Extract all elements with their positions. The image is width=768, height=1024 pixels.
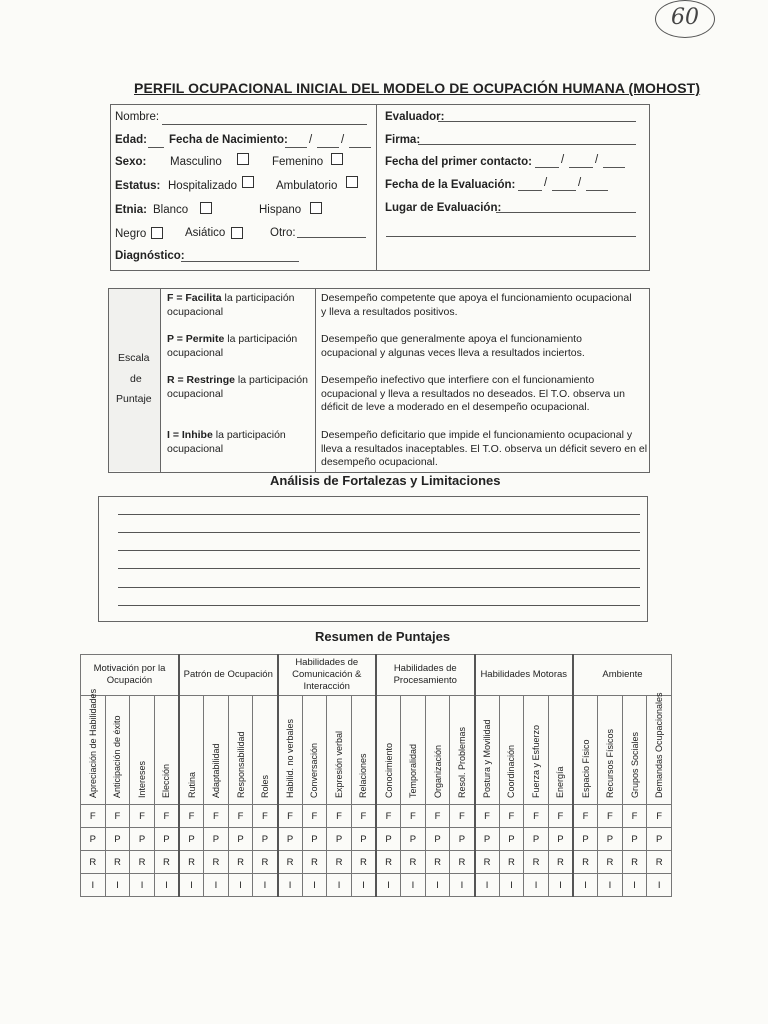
otro-field[interactable]: [297, 237, 366, 238]
score-option-r[interactable]: R: [425, 851, 450, 874]
slash: /: [341, 134, 345, 146]
summary-item-label: Grupos Sociales: [629, 731, 640, 798]
summary-item-header: [376, 696, 401, 805]
summary-group-header: Habilidades de Procesamiento: [376, 655, 475, 696]
blanco-label: Blanco: [153, 204, 189, 216]
summary-group-header: Habilidades de Comunicación & Interacción: [278, 655, 377, 696]
score-option-r[interactable]: R: [598, 851, 623, 874]
score-option-f[interactable]: F: [228, 805, 253, 828]
etnia-label: Etnia:: [115, 204, 147, 216]
asiatico-checkbox[interactable]: [231, 227, 243, 239]
evaluador-field[interactable]: [438, 121, 636, 122]
score-option-f[interactable]: F: [524, 805, 549, 828]
summary-item-header: [450, 696, 475, 805]
summary-item-header: [499, 696, 524, 805]
score-option-p[interactable]: P: [598, 828, 623, 851]
sexo-label: Sexo:: [115, 156, 147, 168]
escala-label: Escala: [118, 352, 150, 364]
summary-item-label: Elección: [161, 763, 172, 798]
score-option-f[interactable]: F: [401, 805, 426, 828]
hospitalizado-label: Hospitalizado: [168, 180, 238, 192]
score-option-i[interactable]: I: [376, 874, 401, 897]
score-option-i[interactable]: I: [228, 874, 253, 897]
score-option-f[interactable]: F: [622, 805, 647, 828]
fecha-primer-contacto-anio[interactable]: [603, 167, 625, 168]
analysis-line[interactable]: [118, 514, 640, 515]
score-option-p[interactable]: P: [179, 828, 204, 851]
score-option-p[interactable]: P: [573, 828, 598, 851]
slash: /: [309, 134, 313, 146]
negro-label: Negro: [115, 228, 147, 240]
score-option-r[interactable]: R: [351, 851, 376, 874]
score-option-i[interactable]: I: [425, 874, 450, 897]
analysis-line[interactable]: [118, 532, 640, 533]
summary-item-header: [253, 696, 278, 805]
score-option-f[interactable]: F: [499, 805, 524, 828]
summary-item-label: Responsabilidad: [235, 731, 246, 798]
score-option-f[interactable]: F: [598, 805, 623, 828]
summary-item-label: Anticipación de éxito: [112, 715, 123, 798]
puntaje-label: Puntaje: [116, 393, 152, 405]
summary-item-label: Conversación: [309, 742, 320, 798]
summary-item-header: [425, 696, 450, 805]
score-option-p[interactable]: P: [278, 828, 303, 851]
score-option-i[interactable]: I: [105, 874, 130, 897]
score-option-i[interactable]: I: [524, 874, 549, 897]
score-option-p[interactable]: P: [647, 828, 672, 851]
summary-item-label: Demandas Ocupacionales: [654, 692, 665, 798]
summary-item-header: [204, 696, 229, 805]
score-option-i[interactable]: I: [302, 874, 327, 897]
summary-item-header: [573, 696, 598, 805]
score-option-r[interactable]: R: [450, 851, 475, 874]
score-option-f[interactable]: F: [130, 805, 155, 828]
scale-desc-1: Desempeño que generalmente apoya el funcionamiento ocupacional y algunas veces lleva a resultados inciertos.: [321, 333, 585, 359]
masculino-label: Masculino: [170, 156, 222, 168]
summary-item-header: [622, 696, 647, 805]
summary-item-label: Temporalidad: [407, 743, 418, 798]
summary-item-label: Conocimiento: [383, 742, 394, 798]
summary-group-header: Ambiente: [573, 655, 672, 696]
score-option-f[interactable]: F: [425, 805, 450, 828]
score-option-r[interactable]: R: [81, 851, 106, 874]
score-option-p[interactable]: P: [524, 828, 549, 851]
score-option-i[interactable]: I: [351, 874, 376, 897]
summary-item-header: [401, 696, 426, 805]
score-option-i[interactable]: I: [499, 874, 524, 897]
summary-item-header: [81, 688, 106, 805]
summary-item-label: Relaciones: [358, 753, 369, 798]
score-option-r[interactable]: R: [327, 851, 352, 874]
analysis-title: Análisis de Fortalezas y Limitaciones: [270, 473, 501, 488]
summary-item-label: Postura y Movilidad: [482, 719, 493, 798]
scale-code-3: I = Inhibe la participación ocupacional: [167, 429, 286, 455]
score-option-f[interactable]: F: [204, 805, 229, 828]
score-option-f[interactable]: F: [450, 805, 475, 828]
score-option-f[interactable]: F: [154, 805, 179, 828]
summary-item-header: [302, 696, 327, 805]
score-option-r[interactable]: R: [524, 851, 549, 874]
summary-item-label: Intereses: [137, 760, 148, 798]
score-option-p[interactable]: P: [450, 828, 475, 851]
score-option-i[interactable]: I: [475, 874, 500, 897]
score-option-f[interactable]: F: [105, 805, 130, 828]
edad-field[interactable]: [148, 147, 164, 148]
analysis-line[interactable]: [118, 568, 640, 569]
score-option-f[interactable]: F: [327, 805, 352, 828]
fecha-evaluacion-dia[interactable]: [518, 190, 542, 191]
summary-item-label: Recursos Físicos: [604, 728, 615, 798]
scale-code-1: P = Permite la participación ocupacional: [167, 333, 298, 359]
score-option-p[interactable]: P: [475, 828, 500, 851]
hispano-checkbox[interactable]: [310, 202, 322, 214]
summary-item-header: [278, 696, 303, 805]
score-option-i[interactable]: I: [573, 874, 598, 897]
femenino-checkbox[interactable]: [331, 153, 343, 165]
summary-item-header: [548, 696, 573, 805]
scale-code-2: R = Restringe la participación ocupacional: [167, 374, 308, 400]
ambulatorio-checkbox[interactable]: [346, 176, 358, 188]
firma-label: Firma:: [385, 134, 421, 146]
fecha-primer-contacto-mes[interactable]: [569, 167, 593, 168]
fecha-nacimiento-dia[interactable]: [285, 147, 307, 148]
score-option-f[interactable]: F: [253, 805, 278, 828]
fecha-nacimiento-anio[interactable]: [349, 147, 371, 148]
score-option-f[interactable]: F: [302, 805, 327, 828]
summary-item-label: Coordinación: [506, 744, 517, 798]
fecha-evaluacion-label: Fecha de la Evaluación:: [385, 179, 516, 191]
firma-field[interactable]: [418, 144, 636, 145]
score-option-p[interactable]: P: [351, 828, 376, 851]
score-option-p[interactable]: P: [548, 828, 573, 851]
score-option-r[interactable]: R: [622, 851, 647, 874]
score-option-r[interactable]: R: [179, 851, 204, 874]
summary-item-header: [524, 696, 549, 805]
score-option-f[interactable]: F: [573, 805, 598, 828]
hispano-label: Hispano: [259, 204, 302, 216]
summary-item-header: [105, 696, 130, 805]
summary-group-header: Motivación por la Ocupación: [81, 655, 180, 696]
summary-item-label: Expresión verbal: [334, 730, 345, 798]
fecha-nacimiento-label: Fecha de Nacimiento:: [169, 134, 288, 146]
hospitalizado-checkbox[interactable]: [242, 176, 254, 188]
page-number-annotation: 60: [655, 0, 715, 38]
score-option-p[interactable]: P: [302, 828, 327, 851]
summary-item-label: Organización: [432, 744, 443, 798]
score-option-r[interactable]: R: [475, 851, 500, 874]
diagnostico-label: Diagnóstico:: [115, 250, 185, 262]
scale-desc-2: Desempeño inefectivo que interfiere con el funcionamiento ocupacional y lleva a resultados no deseados. El T.O. observa un déficit de leve a moderado en el desempeño ocupacional.: [321, 374, 625, 413]
summary-item-header: [179, 696, 204, 805]
summary-item-header: [130, 696, 155, 805]
score-option-p[interactable]: P: [81, 828, 106, 851]
score-option-i[interactable]: I: [179, 874, 204, 897]
scale-divider-1: [160, 288, 161, 472]
score-option-r[interactable]: R: [376, 851, 401, 874]
slash: /: [544, 177, 548, 189]
summary-title: Resumen de Puntajes: [315, 629, 451, 644]
de-label: de: [130, 373, 142, 385]
score-option-i[interactable]: I: [622, 874, 647, 897]
score-option-p[interactable]: P: [425, 828, 450, 851]
score-option-p[interactable]: P: [154, 828, 179, 851]
edad-label: Edad:: [115, 134, 147, 146]
analysis-line[interactable]: [118, 550, 640, 551]
slash: /: [578, 177, 582, 189]
analysis-line[interactable]: [118, 605, 640, 606]
score-option-p[interactable]: P: [622, 828, 647, 851]
score-option-p[interactable]: P: [376, 828, 401, 851]
summary-group-header: Habilidades Motoras: [475, 655, 574, 696]
score-option-r[interactable]: R: [130, 851, 155, 874]
score-option-i[interactable]: I: [401, 874, 426, 897]
score-option-f[interactable]: F: [278, 805, 303, 828]
score-option-p[interactable]: P: [105, 828, 130, 851]
score-option-r[interactable]: R: [228, 851, 253, 874]
asiatico-label: Asiático: [185, 227, 226, 239]
summary-item-label: Resol. Problemas: [456, 726, 467, 798]
diagnostico-field[interactable]: [181, 261, 299, 262]
evaluador-label: Evaluador:: [385, 111, 445, 123]
score-option-i[interactable]: I: [647, 874, 672, 897]
estatus-label: Estatus:: [115, 180, 161, 192]
summary-group-header: Patrón de Ocupación: [179, 655, 278, 696]
score-option-r[interactable]: R: [278, 851, 303, 874]
score-option-r[interactable]: R: [204, 851, 229, 874]
summary-item-header: [154, 696, 179, 805]
score-option-f[interactable]: F: [475, 805, 500, 828]
score-option-f[interactable]: F: [376, 805, 401, 828]
scale-divider-2: [315, 288, 316, 472]
scale-desc-3: Desempeño deficitario que impide el funcionamiento ocupacional y lleva a resultados inaceptables. El T.O. observa un déficit severo en el desempeño ocupacional.: [321, 429, 648, 468]
fecha-primer-contacto-label: Fecha del primer contacto:: [385, 156, 532, 168]
score-option-r[interactable]: R: [302, 851, 327, 874]
summary-item-header: [475, 696, 500, 805]
summary-item-label: Fuerza y Esfuerzo: [531, 724, 542, 798]
score-option-f[interactable]: F: [548, 805, 573, 828]
lugar-evaluacion-field-2[interactable]: [386, 236, 636, 237]
lugar-evaluacion-field[interactable]: [496, 212, 636, 213]
ambulatorio-label: Ambulatorio: [276, 180, 338, 192]
fecha-evaluacion-anio[interactable]: [586, 190, 608, 191]
score-option-r[interactable]: R: [253, 851, 278, 874]
nombre-label: Nombre:: [115, 111, 160, 123]
otro-label: Otro:: [270, 227, 296, 239]
score-option-p[interactable]: P: [253, 828, 278, 851]
summary-item-header: [598, 696, 623, 805]
info-box-divider: [376, 104, 377, 270]
masculino-checkbox[interactable]: [237, 153, 249, 165]
score-option-p[interactable]: P: [228, 828, 253, 851]
score-option-r[interactable]: R: [105, 851, 130, 874]
slash: /: [561, 154, 565, 166]
summary-item-label: Espacio Físico: [580, 739, 591, 798]
fecha-primer-contacto-dia[interactable]: [535, 167, 559, 168]
summary-item-header: [228, 696, 253, 805]
summary-item-label: Habilid. no verbales: [285, 718, 296, 798]
score-option-p[interactable]: P: [327, 828, 352, 851]
score-option-i[interactable]: I: [154, 874, 179, 897]
score-option-f[interactable]: F: [647, 805, 672, 828]
score-option-f[interactable]: F: [351, 805, 376, 828]
fecha-evaluacion-mes[interactable]: [552, 190, 576, 191]
score-option-p[interactable]: P: [401, 828, 426, 851]
slash: /: [595, 154, 599, 166]
scale-desc-0: Desempeño competente que apoya el funcionamiento ocupacional y lleva a resultados positivos.: [321, 292, 632, 318]
score-option-i[interactable]: I: [253, 874, 278, 897]
score-option-i[interactable]: I: [81, 874, 106, 897]
score-option-i[interactable]: I: [278, 874, 303, 897]
score-option-p[interactable]: P: [204, 828, 229, 851]
summary-table: [80, 654, 672, 897]
summary-item-header: [647, 692, 672, 805]
fecha-nacimiento-mes[interactable]: [317, 147, 339, 148]
summary-item-header: [351, 696, 376, 805]
blanco-checkbox[interactable]: [200, 202, 212, 214]
score-option-r[interactable]: R: [499, 851, 524, 874]
score-option-r[interactable]: R: [154, 851, 179, 874]
femenino-label: Femenino: [272, 156, 324, 168]
score-option-r[interactable]: R: [573, 851, 598, 874]
score-option-f[interactable]: F: [81, 805, 106, 828]
score-option-p[interactable]: P: [499, 828, 524, 851]
score-option-f[interactable]: F: [179, 805, 204, 828]
nombre-field[interactable]: [162, 124, 367, 125]
analysis-line[interactable]: [118, 587, 640, 588]
score-option-p[interactable]: P: [130, 828, 155, 851]
score-option-i[interactable]: I: [548, 874, 573, 897]
summary-item-header: [327, 696, 352, 805]
summary-item-label: Energía: [555, 766, 566, 798]
score-option-i[interactable]: I: [204, 874, 229, 897]
summary-item-label: Roles: [259, 774, 270, 798]
summary-item-label: Adaptabilidad: [210, 743, 221, 798]
lugar-evaluacion-label: Lugar de Evaluación:: [385, 202, 502, 214]
score-option-i[interactable]: I: [130, 874, 155, 897]
score-option-i[interactable]: I: [598, 874, 623, 897]
score-option-i[interactable]: I: [450, 874, 475, 897]
score-option-r[interactable]: R: [647, 851, 672, 874]
page-title: PERFIL OCUPACIONAL INICIAL DEL MODELO DE OCUPACIÓN HUMANA (MOHOST): [134, 80, 701, 96]
score-option-r[interactable]: R: [548, 851, 573, 874]
negro-checkbox[interactable]: [151, 227, 163, 239]
score-option-i[interactable]: I: [327, 874, 352, 897]
score-option-r[interactable]: R: [401, 851, 426, 874]
summary-item-label: Rutina: [186, 771, 197, 798]
summary-item-label: Apreciación de Habilidades: [87, 688, 98, 798]
scale-code-0: F = Facilita la participación ocupacional: [167, 292, 295, 318]
